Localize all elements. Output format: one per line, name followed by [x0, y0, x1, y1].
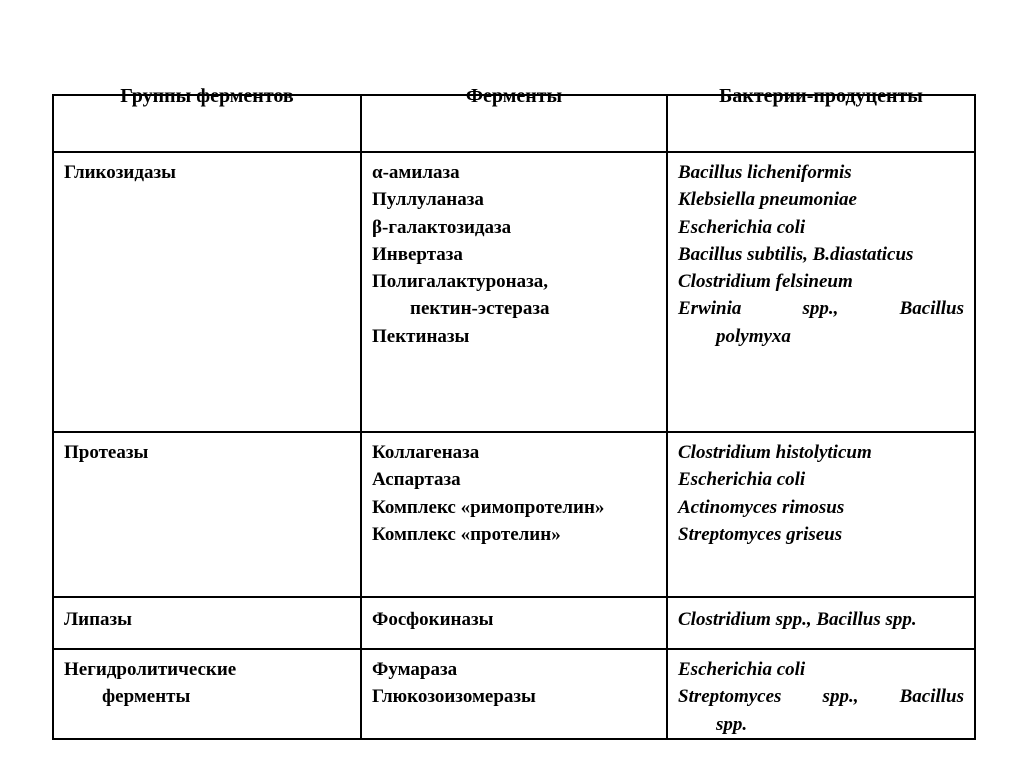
enzyme-item: Аспартаза — [372, 469, 461, 491]
header-row — [53, 95, 975, 152]
group-name: Гликозидазы — [64, 162, 176, 183]
group-cell — [53, 597, 361, 649]
bacteria-item: Erwinia spp., Bacillus — [678, 298, 964, 320]
enzyme-item: Фосфокиназы — [372, 609, 494, 630]
bacteria-cell — [667, 597, 975, 649]
bacteria-cell — [667, 649, 975, 739]
bacteria-item: Klebsiella pneumoniae — [678, 189, 857, 211]
header-enzymes: Ферменты — [361, 95, 667, 152]
enzyme-item: Инвертаза — [372, 243, 463, 265]
table-row — [53, 649, 975, 739]
enzyme-item: Пектиназы — [372, 325, 470, 347]
enzyme-item: Комплекс «римопротелин» — [372, 496, 605, 518]
bacteria-item: Bacillus licheniformis — [678, 162, 852, 183]
bacteria-item: Clostridium felsineum — [678, 271, 853, 293]
enzyme-table — [52, 85, 976, 740]
enzyme-item: Фумараза — [372, 659, 458, 680]
bacteria-item: Clostridium spp., Bacillus spp. — [678, 609, 917, 630]
enzyme-item: Комплекс «протелин» — [372, 523, 561, 545]
group-cell — [53, 432, 361, 597]
enzyme-item: Полигалактуроназа, — [372, 271, 549, 293]
bacteria-item: Clostridium histolyticum — [678, 442, 872, 463]
bacteria-item: Escherichia coli — [678, 659, 806, 680]
enzyme-item: α-амилаза — [372, 162, 460, 183]
bacteria-item: spp. — [716, 713, 748, 735]
enzyme-item: Глюкозоизомеразы — [372, 686, 536, 708]
header-groups: Группы ферментов — [53, 95, 361, 152]
group-cell — [53, 649, 361, 739]
bacteria-item: polymyxa — [716, 325, 791, 347]
enzyme-item: Коллагеназа — [372, 442, 480, 463]
bacteria-cell — [667, 432, 975, 597]
bacteria-item: Bacillus subtilis, B.diastaticus — [678, 243, 914, 265]
enzyme-item: β-галактозидаза — [372, 216, 512, 238]
group-name: Протеазы — [64, 442, 149, 463]
bacteria-item: Escherichia coli — [678, 216, 806, 238]
group-name: Негидролитические — [64, 659, 237, 680]
bacteria-cell — [667, 152, 975, 432]
group-name: Липазы — [64, 609, 133, 630]
group-cell — [53, 152, 361, 432]
bacteria-item: Streptomyces griseus — [678, 523, 843, 545]
bacteria-item: Escherichia coli — [678, 469, 806, 491]
header-bacteria: Бактерии-продуценты — [667, 95, 975, 152]
enzymes-cell — [361, 649, 667, 739]
group-name: ферменты — [102, 686, 191, 708]
bacteria-item: Actinomyces rimosus — [678, 496, 845, 518]
enzymes-cell — [361, 152, 667, 432]
enzymes-cell — [361, 432, 667, 597]
enzymes-cell — [361, 597, 667, 649]
table-row — [53, 597, 975, 649]
bacteria-item: Streptomyces spp., Bacillus — [678, 686, 964, 708]
enzyme-item: пектин-эстераза — [410, 298, 550, 320]
table-row — [53, 152, 975, 432]
table-row — [53, 432, 975, 597]
enzyme-item: Пуллуланаза — [372, 189, 484, 211]
